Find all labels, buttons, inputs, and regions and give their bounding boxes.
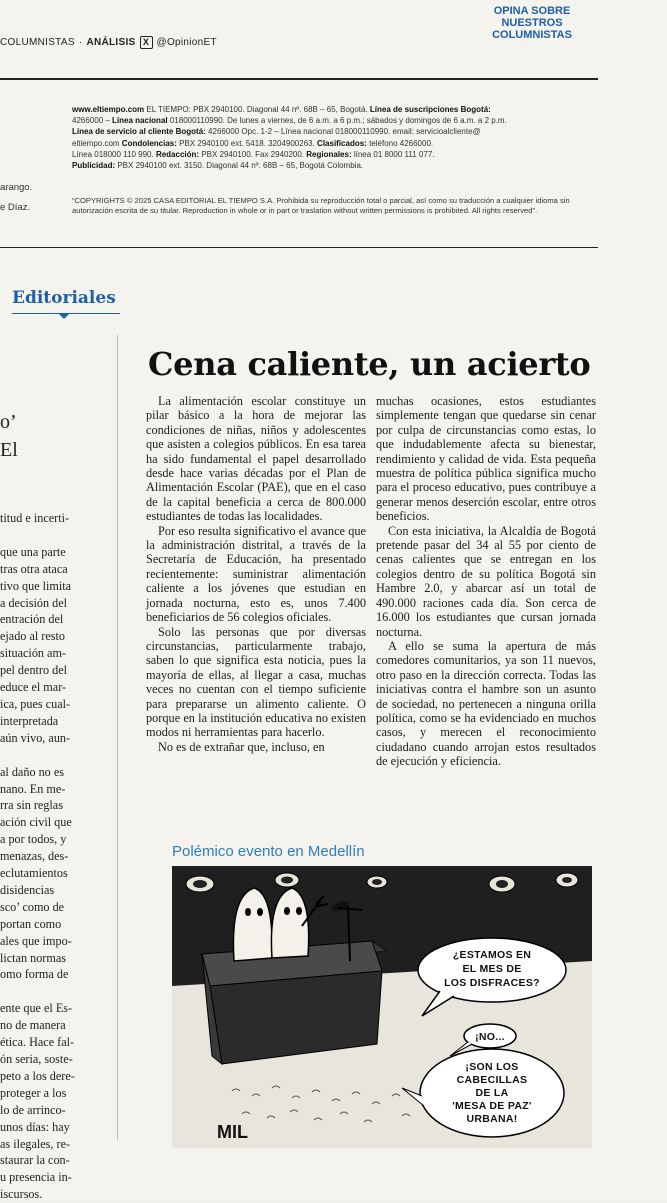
bubble1-line: EL MES DE bbox=[462, 963, 522, 975]
paragraph: Con esta iniciativa, la Alcaldía de Bogotá pretende pasar del 34 al 55 por ciento de cenas calientes que se entregan en los colegios dentro de su política Bogotá sin Hambre 2.0, y abarcar así un total de 490.000 raciones cada día. Son cerca de 16.000 los estudiantes que cursan jornada nocturna. bbox=[376, 523, 596, 639]
masthead-line bbox=[72, 126, 597, 137]
left-column-line bbox=[0, 983, 108, 1000]
left-column-line: al daño no es bbox=[0, 764, 64, 779]
left-column-line: proteger a los bbox=[0, 1085, 67, 1100]
masthead-text: PBX 2940100. Fax 2940200. bbox=[199, 149, 307, 159]
masthead-label: Publicidad: bbox=[72, 161, 116, 171]
left-head-line: El bbox=[0, 439, 18, 461]
paragraph: A ello se suma la apertura de más comedores comunitarios, ya son 11 nuevos, otro paso en la dirección correcta. Todas las iniciativas contra el hambre son un asunto de sociedad, no pertenecen a ninguna orilla política, como se ha evidenciado en muchos casos, y merecen el reconocimiento ciudadano cuando arrojan estos resultados de ejecución y eficiencia. bbox=[376, 638, 596, 769]
section-rule bbox=[0, 247, 598, 248]
top-rule bbox=[0, 78, 598, 80]
masthead-line bbox=[72, 160, 597, 171]
left-column-line: educe el mar- bbox=[0, 680, 67, 695]
left-column-line: ente que el Es- bbox=[0, 1001, 73, 1016]
twitter-handle[interactable]: @OpinionET bbox=[156, 37, 217, 48]
left-fragment: arango. bbox=[0, 182, 33, 193]
breadcrumb bbox=[0, 36, 217, 49]
left-column-line: a decisión del bbox=[0, 595, 68, 610]
left-head-line: o’ bbox=[0, 411, 17, 433]
masthead-text: línea 01 8000 111 077. bbox=[351, 149, 435, 159]
article-column-1 bbox=[146, 394, 366, 754]
left-column-line: pel dentro del bbox=[0, 663, 68, 678]
left-column-line: tivo que limita bbox=[0, 578, 72, 593]
left-column-line: lo de arrinco- bbox=[0, 1102, 66, 1117]
left-column-line: ética. Hace fal- bbox=[0, 1035, 75, 1050]
x-logo-icon: X bbox=[140, 36, 153, 49]
masthead-line bbox=[72, 115, 597, 126]
masthead-label: Línea de suscripciones Bogotá: bbox=[369, 105, 491, 114]
left-column-line: u presencia in- bbox=[0, 1170, 72, 1185]
masthead-text: EL TIEMPO: PBX 2940100. Diagonal 44 nº. 68B – 65, Bogotá. bbox=[144, 105, 370, 114]
masthead-label: Condolencias: bbox=[121, 138, 177, 148]
left-column-line: peto a los dere- bbox=[0, 1068, 75, 1083]
masthead-text: 4266000 – bbox=[72, 116, 113, 126]
left-column-line: staurar la con- bbox=[0, 1153, 70, 1168]
left-column-line: ales que impo- bbox=[0, 933, 72, 948]
bubble3-line: URBANA! bbox=[466, 1113, 518, 1125]
cartoonist-signature: MIL bbox=[217, 1122, 248, 1142]
stage-lights-icon bbox=[186, 873, 578, 892]
opina-line: COLUMNISTAS bbox=[492, 29, 572, 41]
bubble1-line: LOS DISFRACES? bbox=[444, 977, 540, 989]
masthead-label: Regionales: bbox=[306, 149, 352, 159]
left-column-line: ejado al resto bbox=[0, 629, 65, 644]
left-column-line: situación am- bbox=[0, 646, 66, 661]
masthead-label: Redacción: bbox=[155, 149, 200, 159]
section-notch bbox=[58, 313, 70, 319]
breadcrumb-columnistas[interactable]: COLUMNISTAS bbox=[0, 37, 75, 48]
left-column-line: sco’ como de bbox=[0, 899, 65, 914]
masthead-text: eltiempo.com bbox=[72, 138, 122, 148]
breadcrumb-separator: · bbox=[78, 37, 83, 48]
column-divider bbox=[117, 335, 118, 1140]
opina-line: OPINA SOBRE bbox=[493, 5, 571, 17]
masthead-line bbox=[72, 104, 597, 115]
left-column-line: ación civil que bbox=[0, 815, 72, 830]
left-column-line: a por todos, y bbox=[0, 832, 67, 847]
left-column-line: unos días: hay bbox=[0, 1119, 70, 1134]
left-column-line: portan como bbox=[0, 916, 62, 931]
left-column-line: nano. En me- bbox=[0, 781, 66, 796]
masthead-text: Línea 018000 110 990. bbox=[72, 149, 156, 159]
bubble2-text: ¡NO... bbox=[475, 1031, 505, 1043]
left-column-line: lictan normas bbox=[0, 950, 66, 965]
bubble3-line: ¡SON LOS bbox=[465, 1061, 519, 1073]
section-label: Editoriales bbox=[12, 288, 116, 308]
paragraph: No es de extrañar que, incluso, en bbox=[158, 739, 325, 754]
masthead-text: teléfono 4266000. bbox=[366, 138, 434, 148]
left-column-headline bbox=[0, 408, 18, 464]
editorial-headline: Cena caliente, un acierto bbox=[148, 345, 591, 383]
masthead-label: www.eltiempo.com bbox=[72, 105, 145, 114]
left-column-line: ón seria, soste- bbox=[0, 1052, 73, 1066]
bubble3-line: DE LA bbox=[475, 1087, 509, 1099]
masthead-line bbox=[72, 138, 597, 149]
left-column-line: rra sin reglas bbox=[0, 798, 63, 813]
left-column-line: no de manera bbox=[0, 1018, 66, 1033]
left-column-line: titud e incerti- bbox=[0, 511, 70, 525]
stage-podium bbox=[202, 941, 382, 1064]
left-column-line bbox=[0, 527, 108, 544]
left-column-line: entración del bbox=[0, 612, 64, 627]
left-column-line: interpretada bbox=[0, 713, 59, 728]
copyright-notice: “COPYRIGHTS © 2025 CASA EDITORIAL EL TIEMPO S.A. Prohibida su reproducción total o parcial, así como su traducción a cualquier idioma sin autorización escrita de su titular. Reproduction in whole or in part or traslation without written permissions is prohibited. All rights reserved”. bbox=[72, 196, 570, 215]
breadcrumb-analisis[interactable]: ANÁLISIS bbox=[86, 37, 136, 48]
masthead-label: Línea nacional bbox=[112, 116, 168, 126]
opina-line: NUESTROS bbox=[501, 17, 563, 29]
left-fragment: e Díaz. bbox=[0, 202, 31, 213]
masthead-text: 4266000 Opc. 1-2 – Línea nacional 018000110990. email: servicioalcliente@ bbox=[205, 127, 481, 137]
paragraph: La alimentación escolar constituye un pilar básico a la hora de mejorar las condiciones de niñas, niños y adolescentes que asisten a colegios públicos. En esa tarea ha sido fundamental el papel desarrollado desde hace varias décadas por el Plan de Alimentación Escolar (PAE), que en el caso de la capital beneficia a cerca de 800.000 estudiantes de todas las localidades. bbox=[146, 394, 366, 524]
masthead-text: PBX 2940100 ext. 5418. 3204900263. bbox=[176, 138, 318, 148]
cartoon-title: Polémico evento en Medellín bbox=[172, 843, 365, 860]
left-column-line: tras otra ataca bbox=[0, 561, 68, 576]
article-column-2 bbox=[376, 394, 596, 769]
paragraph: muchas ocasiones, estos estudiantes simplemente tengan que quedarse sin cenar por culpa de circunstancias como estas, lo que indudablemente afecta su bienestar, rendimiento y calidad de vida. Esta pequeña muestra de política pública significa mucho para el proceso educativo, pues contribuye a generar menos deserción escolar, entre otros beneficios. bbox=[376, 394, 596, 524]
masthead-label: Línea de servicio al cliente Bogotá: bbox=[72, 127, 206, 137]
bubble3-line: CABECILLAS bbox=[456, 1074, 528, 1086]
masthead-line bbox=[72, 149, 597, 160]
left-column-line: aún vivo, aun- bbox=[0, 730, 71, 745]
paragraph: Por eso resulta significativo el avance que la administración distrital, a través de la Secretaría de Educación, ha presentado recientemente: suministrar alimentación caliente a los jóvenes que estudian en jornada nocturna, esto es, unos 7.400 beneficiarios de 56 colegios oficiales. bbox=[146, 523, 366, 625]
paragraph: Solo las personas que por diversas circunstancias, particularmente trabajo, saben lo que significa esta noticia, pues la mayoría de ellas, al llegar a casa, muchas veces no cuentan con el tiempo suficiente para prepararse un alimento caliente. O porque en la institución educativa no existen modos ni herramientas para hacerlo. bbox=[146, 624, 366, 740]
masthead-label: Clasificados: bbox=[317, 138, 367, 148]
left-column-line: as ilegales, re- bbox=[0, 1136, 71, 1151]
left-column-text bbox=[0, 510, 108, 1203]
left-column-line: que una parte bbox=[0, 544, 66, 559]
masthead-text: PBX 2940100 ext. 3150. Diagonal 44 nº. 68B – 65, Bogotá Colombia. bbox=[115, 161, 364, 171]
left-column-line: omo forma de bbox=[0, 967, 69, 982]
bubble3-line: 'MESA DE PAZ' bbox=[452, 1100, 532, 1112]
left-column-line: iscursos. bbox=[0, 1187, 43, 1202]
left-column-line: eclutamientos bbox=[0, 866, 68, 881]
opina-columnistas-promo[interactable] bbox=[477, 5, 587, 41]
masthead-info bbox=[72, 104, 597, 171]
left-column-line: menazas, des- bbox=[0, 849, 69, 864]
left-column-line: ica, pues cual- bbox=[0, 696, 71, 711]
editorial-cartoon bbox=[172, 866, 592, 1148]
left-column-line: disidencias bbox=[0, 882, 55, 897]
left-column-line bbox=[0, 747, 108, 764]
masthead-text: 018000110990. De lunes a viernes, de 6 a.m. a 6 p.m.; sábados y domingos de 6 a.m. a 2 p.m. bbox=[167, 116, 507, 126]
top-strip bbox=[0, 0, 667, 78]
bubble1-line: ¿ESTAMOS EN bbox=[452, 949, 532, 961]
